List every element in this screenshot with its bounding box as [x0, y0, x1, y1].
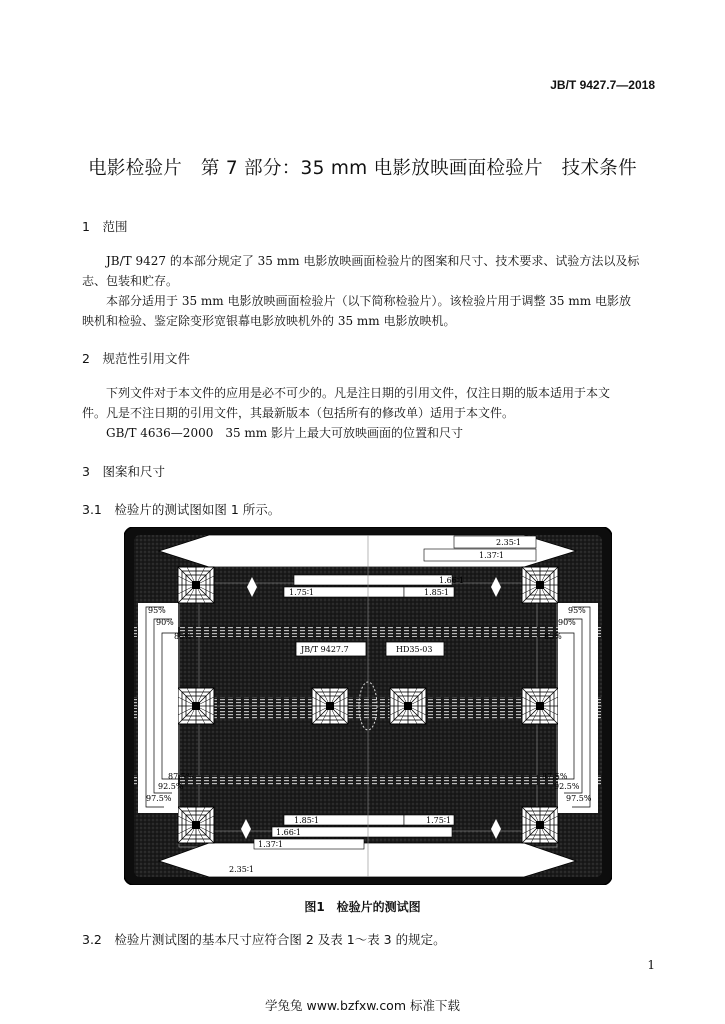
label-90-left: 90%: [156, 618, 174, 627]
corner-square-tr: [522, 567, 558, 603]
bottom-white-band: [159, 843, 576, 877]
label-1-37-bottom: 1.37∶1: [258, 840, 283, 849]
section-1-body: [82, 251, 662, 331]
section-1-heading: 1 范围: [82, 219, 128, 234]
s1-p1-line2: 志、包装和贮存。: [82, 274, 179, 288]
s1-p2-line1: 本部分适用于 35 mm 电影放映画面检验片（以下简称检验片）。该检验片用于调整 35 mm 电影放: [106, 294, 631, 308]
s1-p2-line2: 映机和检验、鉴定除变形宽银幕电影放映机外的 35 mm 电影放映机。: [82, 314, 456, 328]
label-1-66-bottom: 1.66∶1: [276, 828, 301, 837]
label-2-35-top: 2.35∶1: [496, 538, 521, 547]
label-85-right: 85%: [544, 632, 562, 641]
footer-watermark: 学兔兔 www.bzfxw.com 标准下载: [265, 998, 460, 1013]
label-1-66-top: 1.66∶1: [439, 576, 464, 585]
corner-square-br: [522, 807, 558, 843]
corner-square-tl: [178, 567, 214, 603]
s2-p1-line1: 下列文件对于本文件的应用是必不可少的。凡是注日期的引用文件，仅注日期的版本适用于本文: [106, 386, 611, 400]
label-1-37-top: 1.37∶1: [479, 551, 504, 560]
section-3-2: 3.2 检验片测试图的基本尺寸应符合图 2 及表 1～表 3 的规定。: [82, 932, 446, 947]
s2-p1-line2: 件。凡是不注日期的引用文件，其最新版本（包括所有的修改单）适用于本文件。: [82, 406, 515, 420]
s2-reference: GB/T 4636—2000 35 mm 影片上最大可放映画面的位置和尺寸: [106, 426, 464, 440]
center-square-left: [312, 688, 348, 724]
section-2-heading: 2 规范性引用文件: [82, 351, 190, 366]
label-95-left: 95%: [148, 606, 166, 615]
label-97-5-right: 97.5%: [566, 794, 592, 803]
label-1-75-top: 1.75∶1: [289, 588, 314, 597]
label-87-5-left: 87.5%: [168, 772, 194, 781]
label-2-35-bottom: 2.35∶1: [229, 865, 254, 874]
label-92-5-right: 92.5%: [554, 782, 580, 791]
label-87-5-right: 87.5%: [542, 772, 568, 781]
label-1-85-top: 1.85∶1: [424, 588, 449, 597]
section-3-heading: 3 图案和尺寸: [82, 464, 165, 479]
box-label-left: JB/T 9427.7: [301, 645, 349, 654]
corner-square-bl: [178, 807, 214, 843]
box-label-right: HD35-03: [396, 645, 433, 654]
label-95-right: 95%: [568, 606, 586, 615]
edge-square-left: [178, 688, 214, 724]
figure-caption: 图1 检验片的测试图: [304, 900, 421, 914]
page-number: 1: [647, 958, 655, 972]
label-90-right: 90%: [558, 618, 576, 627]
s1-p1-line1: JB/T 9427 的本部分规定了 35 mm 电影放映画面检验片的图案和尺寸、技术要求、试验方法以及标: [106, 254, 640, 268]
label-85-left: 85%: [174, 632, 192, 641]
document-title: 电影检验片 第 7 部分：35 mm 电影放映画面检验片 技术条件: [88, 158, 637, 179]
label-97-5-left: 97.5%: [146, 794, 172, 803]
edge-square-right: [522, 688, 558, 724]
center-square-right: [390, 688, 426, 724]
section-3-1: 3.1 检验片的测试图如图 1 所示。: [82, 502, 281, 517]
label-92-5-left: 92.5%: [158, 782, 184, 791]
label-1-75-bottom: 1.75∶1: [426, 816, 451, 825]
standard-code: JB/T 9427.7—2018: [550, 78, 655, 92]
label-1-85-bottom: 1.85∶1: [294, 816, 319, 825]
test-pattern-figure: [124, 527, 612, 885]
section-2-body: [82, 383, 662, 443]
